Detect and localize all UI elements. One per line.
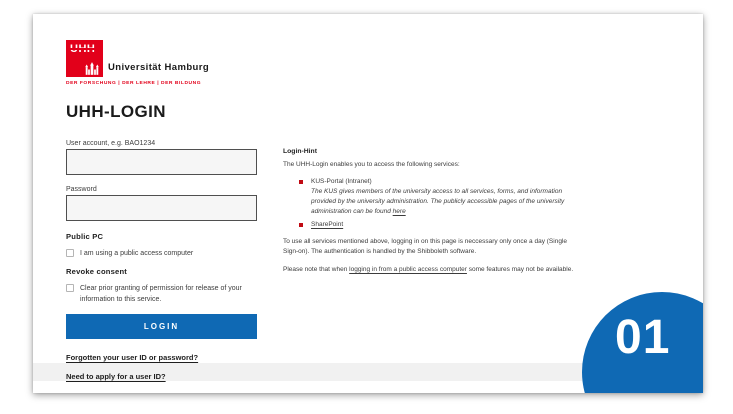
red-square-bullet-icon xyxy=(299,223,303,227)
page-title: UHH-LOGIN xyxy=(66,102,166,121)
password-input[interactable] xyxy=(66,195,257,221)
sharepoint-link[interactable]: SharePoint xyxy=(311,221,344,229)
public-pc-heading: Public PC xyxy=(66,232,104,241)
password-label: Password xyxy=(66,186,97,193)
service-item-kus-portal xyxy=(299,177,577,217)
red-square-bullet-icon xyxy=(299,180,303,184)
public-access-text-before: Please note that when xyxy=(283,265,350,273)
apply-user-id-link[interactable]: Need to apply for a user ID? xyxy=(66,371,166,381)
revoke-consent-checkbox-row[interactable] xyxy=(66,283,257,306)
kus-here-link[interactable]: here xyxy=(392,208,406,216)
uhh-logo-acronym: UHH xyxy=(70,43,96,55)
public-access-paragraph xyxy=(283,265,577,275)
revoke-consent-checkbox-label: Clear prior granting of permission for release of your information to this service. xyxy=(80,284,242,304)
login-hint-intro: The UHH-Login enables you to access the following services: xyxy=(283,161,460,168)
login-form xyxy=(66,140,257,381)
public-access-text-after: some features may not be available. xyxy=(466,265,574,273)
service-description: The KUS gives members of the university access to all services, forms, and information provided by the university administration. The publicly accessible pages of the university administration can be found xyxy=(311,188,565,216)
public-pc-checkbox-row[interactable] xyxy=(66,248,257,260)
public-pc-checkbox-label: I am using a public access computer xyxy=(80,250,194,257)
login-hint-heading: Login-Hint xyxy=(283,148,317,155)
single-sign-on-paragraph: To use all services mentioned above, logging in on this page is neccessary only once a day (Single Sign-on). The authentication is handled by the Shibboleth software. xyxy=(283,238,568,256)
step-number-badge xyxy=(582,292,703,393)
university-tagline: DER FORSCHUNG | DER LEHRE | DER BILDUNG xyxy=(66,81,202,86)
username-input[interactable] xyxy=(66,149,257,175)
step-number: 01 xyxy=(615,311,671,364)
login-button[interactable]: LOGIN xyxy=(66,314,257,339)
service-list xyxy=(299,177,577,230)
service-item-sharepoint xyxy=(299,220,577,230)
public-pc-checkbox[interactable] xyxy=(66,249,74,257)
login-hint-panel xyxy=(283,148,577,275)
public-access-computer-link[interactable]: logging in from a public access computer xyxy=(349,265,467,273)
uhh-logo-mark xyxy=(66,40,210,77)
forgot-password-link[interactable]: Forgotten your user ID or password? xyxy=(66,352,199,362)
revoke-consent-heading: Revoke consent xyxy=(66,266,128,276)
revoke-consent-checkbox[interactable] xyxy=(66,284,74,292)
hamburg-castle-icon xyxy=(84,62,100,75)
uhh-logo xyxy=(66,40,210,86)
login-card xyxy=(33,14,703,393)
university-name: Universität Hamburg xyxy=(108,62,210,73)
username-label: User account, e.g. BAO1234 xyxy=(66,140,156,147)
service-name: KUS-Portal (Intranet) xyxy=(311,178,372,186)
